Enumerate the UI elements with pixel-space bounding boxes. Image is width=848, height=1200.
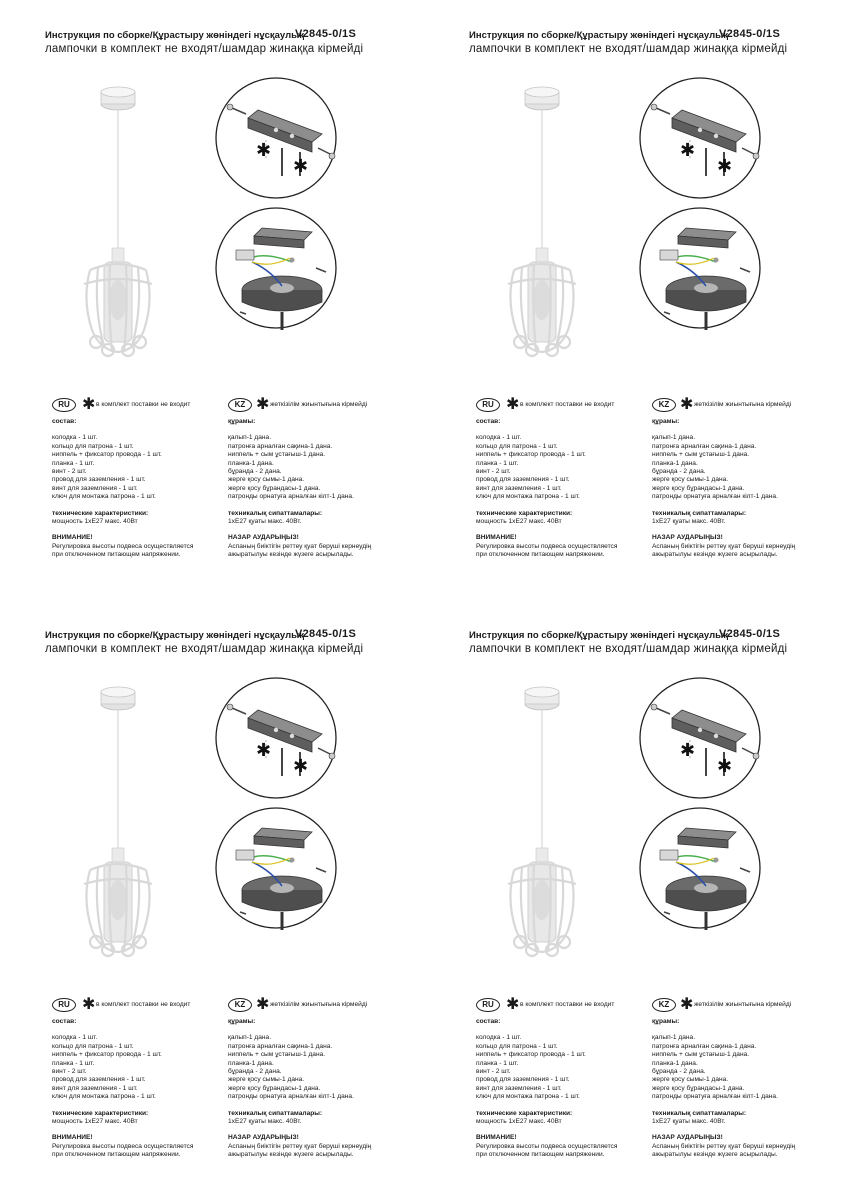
kz-not-included-note: жеткізілім жиынтығына кірмейді (694, 401, 792, 408)
kz-warning-header: НАЗАР АУДАРЫҢЫЗ! (228, 1134, 299, 1142)
ru-details (52, 1018, 193, 1160)
kz-details (652, 418, 795, 560)
kz-item: жерге қосу сымы-1 дана. (652, 476, 729, 484)
kz-details (652, 1018, 795, 1160)
ru-item: винт для заземления - 1 шт. (476, 1084, 562, 1092)
kz-composition-header: құрамы: (228, 1018, 256, 1025)
kz-item: патронды орнатуға арналған кілт-1 дана. (652, 493, 778, 501)
kz-warning-line: ажыратылуы кезінде жүзеге асырылады. (652, 551, 778, 559)
kz-star-icon: ✱ (256, 996, 270, 1013)
ru-composition-header: состав: (476, 1018, 501, 1025)
ru-language-badge: RU (476, 998, 500, 1012)
bulbs-note: лампочки в комплект не входят/шамдар жинаққа кірмейді (45, 43, 364, 55)
kz-composition-header: құрамы: (652, 418, 680, 425)
kz-item: патронға арналған сақина-1 дана. (228, 1042, 333, 1050)
ru-warning-header: ВНИМАНИЕ! (476, 534, 517, 542)
ru-warning-line: Регулировка высоты подвеса осуществляется (52, 1142, 194, 1150)
bulbs-note: лампочки в комплект не входят/шамдар жинаққа кірмейді (45, 643, 364, 655)
kz-item: қалып-1 дана. (652, 434, 696, 442)
kz-tech-value: 1хЕ27 қуаты макс. 40Вт. (228, 518, 302, 526)
bulbs-note: лампочки в комплект не входят/шамдар жинаққа кірмейді (469, 43, 788, 55)
kz-warning-line: ажыратылуы кезінде жүзеге асырылады. (652, 1151, 778, 1159)
kz-item: қалып-1 дана. (228, 434, 272, 442)
ru-item: ниппель + фиксатор провода - 1 шт. (476, 451, 586, 459)
kz-details (228, 1018, 371, 1160)
star-mark-right: ✱ (717, 156, 733, 176)
kz-item: патронды орнатуға арналған кілт-1 дана. (652, 1093, 778, 1101)
ru-item: ниппель + фиксатор провода - 1 шт. (52, 451, 162, 459)
kz-item: ниппель + сым ұстағыш-1 дана. (228, 451, 326, 459)
assembly-illustration (424, 600, 848, 1000)
model-number: V2845-0/1S (719, 28, 781, 40)
star-mark-right: ✱ (293, 756, 309, 776)
ru-warning-line: Регулировка высоты подвеса осуществляется (476, 1142, 618, 1150)
kz-item: планка-1 дана. (228, 459, 274, 467)
ru-item: кольцо для патрона - 1 шт. (476, 1042, 558, 1050)
kz-item: жерге қосу сымы-1 дана. (228, 1076, 305, 1084)
kz-item: ниппель + сым ұстағыш-1 дана. (652, 1051, 750, 1059)
title-text: Инструкция по сборке/Құрастыру жөніндегі нұсқаулық (469, 30, 728, 41)
ru-language-badge: RU (52, 998, 76, 1012)
ru-star-icon: ✱ (506, 396, 520, 413)
kz-language-badge: KZ (228, 998, 252, 1012)
model-number: V2845-0/1S (295, 28, 357, 40)
ru-warning-line: при отключенном питающем напряжении. (476, 551, 605, 559)
kz-warning-header: НАЗАР АУДАРЫҢЫЗ! (652, 534, 723, 542)
pendant-lamp-image (84, 687, 152, 956)
ru-not-included-note: в комплект поставки не входит (96, 401, 191, 408)
canopy-wiring-diagram (216, 208, 336, 330)
star-mark-right: ✱ (293, 156, 309, 176)
ru-language-badge: RU (476, 398, 500, 412)
ru-item: винт для заземления - 1 шт. (476, 484, 562, 492)
ru-star-icon: ✱ (82, 996, 96, 1013)
kz-composition-header: құрамы: (652, 1018, 680, 1025)
kz-language-badge: KZ (652, 398, 676, 412)
assembly-illustration (0, 600, 424, 1000)
instruction-panel (0, 600, 424, 1200)
kz-not-included-note: жеткізілім жиынтығына кірмейді (694, 1001, 792, 1008)
kz-details (228, 418, 371, 560)
kz-item: патронды орнатуға арналған кілт-1 дана. (228, 493, 354, 501)
ru-not-included-note: в комплект поставки не входит (520, 1001, 615, 1008)
ru-star-icon: ✱ (82, 396, 96, 413)
kz-tech-header: техникалық сипаттамалары: (652, 1109, 747, 1117)
kz-item: қалып-1 дана. (652, 1034, 696, 1042)
kz-item: жерге қосу сымы-1 дана. (228, 476, 305, 484)
pendant-lamp-image (508, 87, 576, 356)
kz-item: қалып-1 дана. (228, 1034, 272, 1042)
kz-language-badge: KZ (652, 998, 676, 1012)
ru-details (476, 1018, 617, 1160)
ru-item: колодка - 1 шт. (476, 434, 522, 442)
ru-item: планка - 1 шт. (476, 459, 519, 467)
kz-tech-header: техникалық сипаттамалары: (228, 1109, 323, 1117)
mounting-bar-diagram (640, 78, 760, 198)
kz-warning-line: ажыратылуы кезінде жүзеге асырылады. (228, 551, 354, 559)
canopy-wiring-diagram (640, 808, 760, 930)
kz-warning-line: Аспаның биіктігін реттеу қуат беруші кернеудің (228, 1142, 372, 1150)
kz-tech-value: 1хЕ27 қуаты макс. 40Вт. (652, 1118, 726, 1126)
kz-item: ниппель + сым ұстағыш-1 дана. (652, 451, 750, 459)
ru-item: винт - 2 шт. (476, 468, 511, 476)
kz-item: бұранда - 2 дана. (652, 1068, 706, 1076)
kz-item: жерге қосу бұрандасы-1 дана. (652, 484, 745, 492)
mounting-bar-diagram (216, 678, 336, 798)
canopy-wiring-diagram (216, 808, 336, 930)
ru-item: провод для заземления - 1 шт. (476, 476, 570, 484)
star-mark-left: ✱ (680, 140, 696, 160)
star-mark-left: ✱ (256, 140, 272, 160)
ru-item: провод для заземления - 1 шт. (52, 1076, 146, 1084)
kz-not-included-note: жеткізілім жиынтығына кірмейді (270, 1001, 368, 1008)
ru-item: кольцо для патрона - 1 шт. (52, 442, 134, 450)
ru-note-wrap (96, 401, 190, 409)
mounting-bar-diagram (640, 678, 760, 798)
ru-item: колодка - 1 шт. (476, 1034, 522, 1042)
mounting-bar-diagram (216, 78, 336, 198)
model-number: V2845-0/1S (295, 628, 357, 640)
ru-not-included-note: в комплект поставки не входит (96, 1001, 191, 1008)
ru-warning-line: при отключенном питающем напряжении. (52, 1151, 181, 1159)
kz-item: планка-1 дана. (652, 459, 698, 467)
ru-details (476, 418, 617, 560)
kz-star-icon: ✱ (680, 996, 694, 1013)
title-text: Инструкция по сборке/Құрастыру жөніндегі нұсқаулық (45, 30, 304, 41)
title-text: Инструкция по сборке/Құрастыру жөніндегі нұсқаулық (45, 630, 304, 641)
kz-note-wrap (270, 1001, 367, 1009)
ru-item: кольцо для патрона - 1 шт. (476, 442, 558, 450)
kz-warning-header: НАЗАР АУДАРЫҢЫЗ! (228, 534, 299, 542)
ru-item: кольцо для патрона - 1 шт. (52, 1042, 134, 1050)
instruction-panel (424, 600, 848, 1200)
kz-item: планка-1 дана. (652, 1059, 698, 1067)
kz-not-included-note: жеткізілім жиынтығына кірмейді (270, 401, 368, 408)
kz-item: патронды орнатуға арналған кілт-1 дана. (228, 1093, 354, 1101)
ru-star-icon: ✱ (506, 996, 520, 1013)
kz-item: бұранда - 2 дана. (228, 468, 282, 476)
ru-item: планка - 1 шт. (52, 459, 95, 467)
ru-composition-header: состав: (52, 1018, 77, 1025)
ru-item: винт для заземления - 1 шт. (52, 1084, 138, 1092)
canopy-wiring-diagram (640, 208, 760, 330)
ru-item: колодка - 1 шт. (52, 434, 98, 442)
ru-warning-line: при отключенном питающем напряжении. (476, 1151, 605, 1159)
kz-tech-header: техникалық сипаттамалары: (652, 509, 747, 517)
kz-tech-value: 1хЕ27 қуаты макс. 40Вт. (652, 518, 726, 526)
ru-item: ключ для монтажа патрона - 1 шт. (52, 1093, 156, 1101)
kz-item: ниппель + сым ұстағыш-1 дана. (228, 1051, 326, 1059)
pendant-lamp-image (508, 687, 576, 956)
ru-item: колодка - 1 шт. (52, 1034, 98, 1042)
ru-item: ниппель + фиксатор провода - 1 шт. (52, 1051, 162, 1059)
bulbs-note: лампочки в комплект не входят/шамдар жинаққа кірмейді (469, 643, 788, 655)
instruction-panel (0, 0, 424, 600)
pendant-lamp-image (84, 87, 152, 356)
ru-tech-value: мощность 1хЕ27 макс. 40Вт (52, 1118, 138, 1126)
star-mark-left: ✱ (680, 740, 696, 760)
kz-note-wrap (270, 401, 367, 409)
model-number: V2845-0/1S (719, 628, 781, 640)
ru-tech-header: технические характеристики: (52, 509, 149, 517)
ru-warning-header: ВНИМАНИЕ! (476, 1134, 517, 1142)
kz-item: патронға арналған сақина-1 дана. (652, 1042, 757, 1050)
kz-star-icon: ✱ (256, 396, 270, 413)
ru-item: провод для заземления - 1 шт. (476, 1076, 570, 1084)
ru-item: ключ для монтажа патрона - 1 шт. (476, 493, 580, 501)
kz-composition-header: құрамы: (228, 418, 256, 425)
assembly-illustration (0, 0, 424, 400)
ru-warning-header: ВНИМАНИЕ! (52, 534, 93, 542)
kz-item: патронға арналған сақина-1 дана. (228, 442, 333, 450)
ru-item: ключ для монтажа патрона - 1 шт. (52, 493, 156, 501)
star-mark-left: ✱ (256, 740, 272, 760)
kz-warning-line: ажыратылуы кезінде жүзеге асырылады. (228, 1151, 354, 1159)
kz-warning-header: НАЗАР АУДАРЫҢЫЗ! (652, 1134, 723, 1142)
kz-warning-line: Аспаның биіктігін реттеу қуат беруші кернеудің (652, 542, 796, 550)
kz-item: жерге қосу бұрандасы-1 дана. (652, 1084, 745, 1092)
kz-item: жерге қосу бұрандасы-1 дана. (228, 484, 321, 492)
ru-tech-value: мощность 1хЕ27 макс. 40Вт (52, 518, 138, 526)
ru-item: ключ для монтажа патрона - 1 шт. (476, 1093, 580, 1101)
ru-item: планка - 1 шт. (52, 1059, 95, 1067)
kz-warning-line: Аспаның биіктігін реттеу қуат беруші кернеудің (652, 1142, 796, 1150)
kz-language-badge: KZ (228, 398, 252, 412)
ru-item: провод для заземления - 1 шт. (52, 476, 146, 484)
ru-item: ниппель + фиксатор провода - 1 шт. (476, 1051, 586, 1059)
ru-note-wrap (96, 1001, 190, 1009)
kz-item: жерге қосу бұрандасы-1 дана. (228, 1084, 321, 1092)
ru-warning-line: Регулировка высоты подвеса осуществляется (476, 542, 618, 550)
ru-composition-header: состав: (476, 418, 501, 425)
ru-note-wrap (520, 401, 614, 409)
kz-item: патронға арналған сақина-1 дана. (652, 442, 757, 450)
ru-language-badge: RU (52, 398, 76, 412)
instruction-panel (424, 0, 848, 600)
kz-star-icon: ✱ (680, 396, 694, 413)
kz-note-wrap (694, 1001, 791, 1009)
ru-warning-line: при отключенном питающем напряжении. (52, 551, 181, 559)
ru-composition-header: состав: (52, 418, 77, 425)
ru-tech-header: технические характеристики: (476, 1109, 573, 1117)
ru-warning-line: Регулировка высоты подвеса осуществляется (52, 542, 194, 550)
ru-item: винт - 2 шт. (476, 1068, 511, 1076)
ru-tech-header: технические характеристики: (476, 509, 573, 517)
ru-note-wrap (520, 1001, 614, 1009)
kz-tech-header: техникалық сипаттамалары: (228, 509, 323, 517)
ru-warning-header: ВНИМАНИЕ! (52, 1134, 93, 1142)
kz-item: планка-1 дана. (228, 1059, 274, 1067)
ru-not-included-note: в комплект поставки не входит (520, 401, 615, 408)
ru-item: винт - 2 шт. (52, 468, 87, 476)
ru-tech-value: мощность 1хЕ27 макс. 40Вт (476, 518, 562, 526)
ru-tech-header: технические характеристики: (52, 1109, 149, 1117)
ru-item: винт для заземления - 1 шт. (52, 484, 138, 492)
ru-tech-value: мощность 1хЕ27 макс. 40Вт (476, 1118, 562, 1126)
ru-details (52, 418, 193, 560)
star-mark-right: ✱ (717, 756, 733, 776)
kz-warning-line: Аспаның биіктігін реттеу қуат беруші кернеудің (228, 542, 372, 550)
title-text: Инструкция по сборке/Құрастыру жөніндегі нұсқаулық (469, 630, 728, 641)
kz-tech-value: 1хЕ27 қуаты макс. 40Вт. (228, 1118, 302, 1126)
kz-item: жерге қосу сымы-1 дана. (652, 1076, 729, 1084)
ru-item: планка - 1 шт. (476, 1059, 519, 1067)
kz-item: бұранда - 2 дана. (228, 1068, 282, 1076)
kz-note-wrap (694, 401, 791, 409)
ru-item: винт - 2 шт. (52, 1068, 87, 1076)
kz-item: бұранда - 2 дана. (652, 468, 706, 476)
assembly-illustration (424, 0, 848, 400)
